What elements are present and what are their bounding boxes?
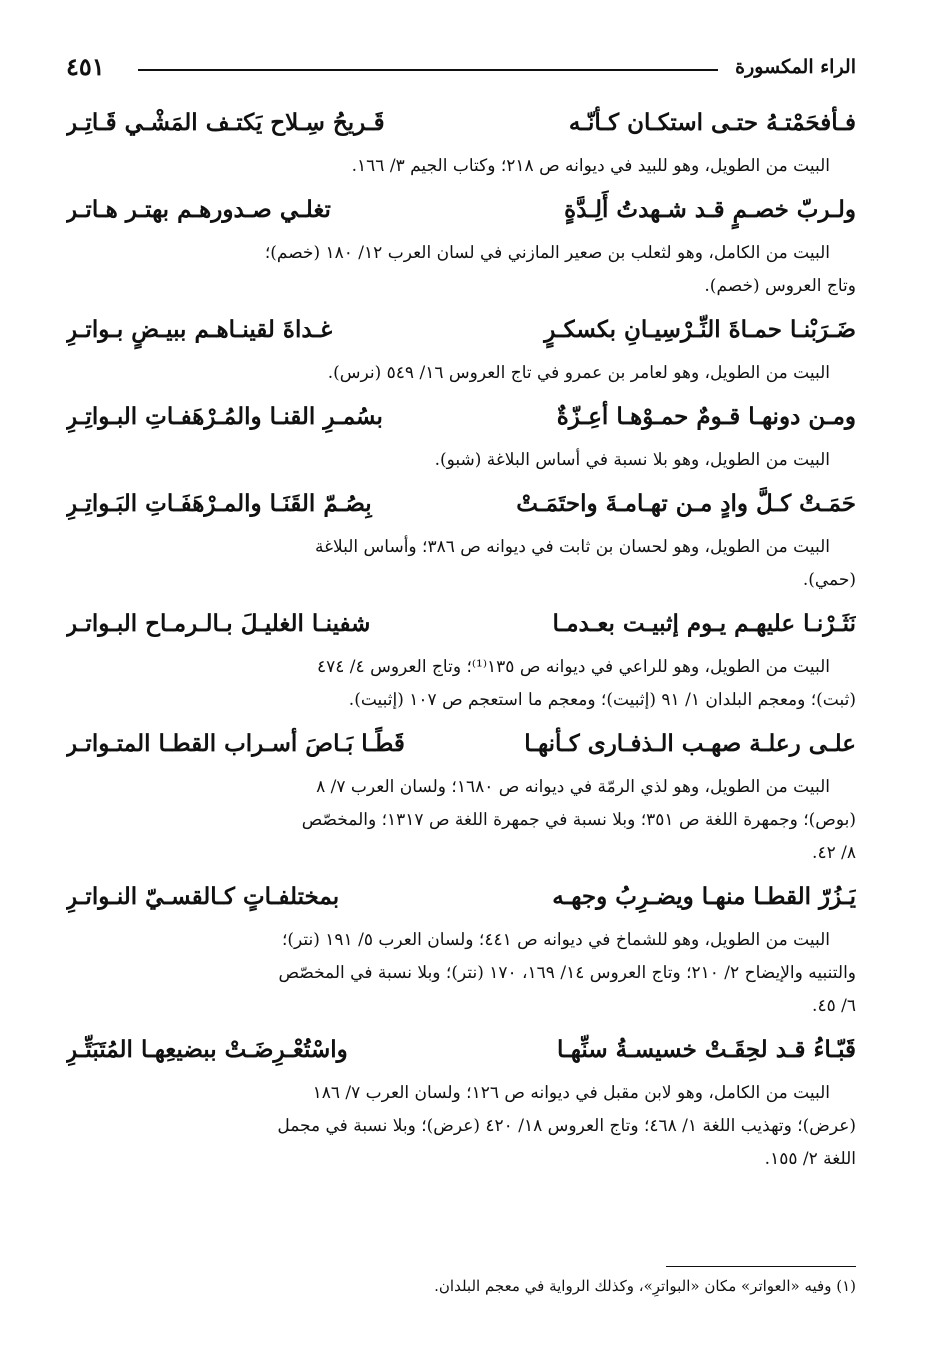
verse-entry [66, 477, 856, 597]
source-note [66, 237, 856, 303]
second-hemistich: بمختلفـاتٍ كـالقسـيّ النـواتـرِ [66, 883, 340, 910]
first-hemistich: ضَـرَبْنـا حمـاةَ النِّـرْسِيـانِ بكسكـرٍ [544, 316, 856, 343]
source-note [66, 444, 856, 477]
second-hemistich: واسْتُعْـرِضَـتْ ببضيعِهـا المُتَبَتِّـرِ [66, 1036, 348, 1063]
note-line: البيت من الطويل، وهو لذي الرمّة في ديوانه ص ١٦٨٠؛ ولسان العرب ٧/ ٨ [316, 777, 830, 797]
verse-line [66, 597, 856, 651]
verse-line [66, 303, 856, 357]
second-hemistich: شفينـا الغليـلَ بـالـرمـاح البـواتـر [66, 610, 371, 637]
verse-line [66, 390, 856, 444]
source-note [66, 150, 856, 183]
source-note [66, 771, 856, 870]
second-hemistich: بِصُـمّ القَنَـا والمـرْهَفَـاتِ البَـواتِـرِ [66, 490, 372, 517]
page-header [66, 52, 856, 92]
second-hemistich: قَـريحُ سِـلاح يَكتـف المَشْـي قَـاتِـر [66, 109, 385, 136]
note-line: البيت من الطويل، وهو للشماخ في ديوانه ص ٤٤١؛ ولسان العرب ٥/ ١٩١ (نتر)؛ [281, 930, 830, 950]
first-hemistich: قَبّـاءُ قـد لحِقَـتْ خسيسـةُ سنِّهـا [557, 1036, 856, 1063]
note-line: البيت من الطويل، وهو لحسان بن ثابت في ديوانه ص ٣٨٦؛ وأساس البلاغة [314, 537, 830, 557]
source-note [66, 924, 856, 1023]
verse-line [66, 96, 856, 150]
note-line: البيت من الكامل، وهو لثعلب بن صعير المازني في لسان العرب ١٢/ ١٨٠ (خصم)؛ [264, 243, 830, 263]
note-line: (ثبت)؛ ومعجم البلدان ١/ ٩١ (إثبيت)؛ ومعجم ما استعجم ص ١٠٧ (إثبيت). [348, 690, 856, 710]
note-line: البيت من الطويل، وهو للبيد في ديوانه ص ٢١٨؛ وكتاب الجيم ٣/ ١٦٦. [351, 156, 830, 176]
note-line: (عرض)؛ وتهذيب اللغة ١/ ٤٦٨؛ وتاج العروس ١٨/ ٤٢٠ (عرض)؛ وبلا نسبة في مجمل [277, 1116, 856, 1136]
first-hemistich: يَـزُرّ القطـا منهـا ويضـرِبُ وجهـه [552, 883, 856, 910]
first-hemistich: نَثَـرْنـا عليهـم يـوم إثبيـت بعـدمـا [552, 610, 856, 637]
verse-line [66, 870, 856, 924]
page-number: ٤٥١ [66, 52, 105, 81]
source-note [66, 1077, 856, 1176]
note-line: اللغة ٢/ ١٥٥. [764, 1149, 856, 1169]
verse-entry [66, 303, 856, 390]
note-line: البيت من الطويل، وهو للراعي في ديوانه ص ١٣٥⁽¹⁾؛ وتاج العروس ٤/ ٤٧٤ [317, 657, 830, 677]
note-line: البيت من الطويل، وهو لعامر بن عمرو في تاج العروس ١٦/ ٥٤٩ (نرس). [327, 363, 830, 383]
first-hemistich: ومـن دونهـا قـومٌ حمـوْهـا أعِـزّةٌ [556, 403, 856, 430]
note-line: البيت من الكامل، وهو لابن مقبل في ديوانه ص ١٢٦؛ ولسان العرب ٧/ ١٨٦ [312, 1083, 830, 1103]
entries-list [66, 96, 856, 1176]
verse-entry [66, 1023, 856, 1176]
source-note [66, 531, 856, 597]
first-hemistich: ولـربّ خصـمٍ قـد شـهدتُ أَلِـدَّةٍ [564, 196, 856, 223]
verse-entry [66, 183, 856, 303]
note-line: ٨/ ٤٢. [812, 843, 856, 863]
verse-entry [66, 390, 856, 477]
verse-line [66, 1023, 856, 1077]
verse-entry [66, 717, 856, 870]
verse-line [66, 183, 856, 237]
second-hemistich: قَطًـا بَـاصَ أسـراب القطـا المتـواتـر [66, 730, 405, 757]
footnotes [66, 1266, 856, 1295]
verse-line [66, 477, 856, 531]
header-rule [138, 69, 718, 71]
verse-line [66, 717, 856, 771]
verse-entry [66, 597, 856, 717]
section-title: الراء المكسورة [735, 56, 856, 78]
note-line: (بوص)؛ وجمهرة اللغة ص ٣٥١؛ وبلا نسبة في جمهرة اللغة ص ١٣١٧؛ والمخصّص [301, 810, 856, 830]
note-line: والتنبيه والإيضاح ٢/ ٢١٠؛ وتاج العروس ١٤/ ١٦٩، ١٧٠ (نتر)؛ وبلا نسبة في المخصّص [278, 963, 856, 983]
note-line: ٦/ ٤٥. [812, 996, 856, 1016]
verse-entry [66, 870, 856, 1023]
footnote: (١) وفيه «العواتر» مكان «البواترِ»، وكذلك الرواية في معجم البلدان. [434, 1277, 856, 1295]
first-hemistich: علـى رعلـة صهـب الـذفـارى كـأنهـا [524, 730, 856, 757]
footnote-rule [666, 1266, 856, 1267]
first-hemistich: حَمَـتْ كـلَّ وادٍ مـن تهـامـةَ واحتَمَـتْ [516, 490, 856, 517]
source-note [66, 651, 856, 717]
verse-entry [66, 96, 856, 183]
second-hemistich: غـداةَ لقينـاهـم ببيـضٍ بـواتـرِ [66, 316, 333, 343]
note-line: (حمي). [802, 570, 856, 590]
first-hemistich: فـأفحَمْتـهُ حتـى استكـان كـأنّـه [568, 109, 856, 136]
note-line: البيت من الطويل، وهو بلا نسبة في أساس البلاغة (شبو). [434, 450, 830, 470]
second-hemistich: بسُمـرِ القنـا والمُـرْهَفـاتِ البـواتِـرِ [66, 403, 383, 430]
note-line: وتاج العروس (خصم). [704, 276, 856, 296]
source-note [66, 357, 856, 390]
second-hemistich: تغلـي صـدورهـم بهتـر هـاتـر [66, 196, 331, 223]
